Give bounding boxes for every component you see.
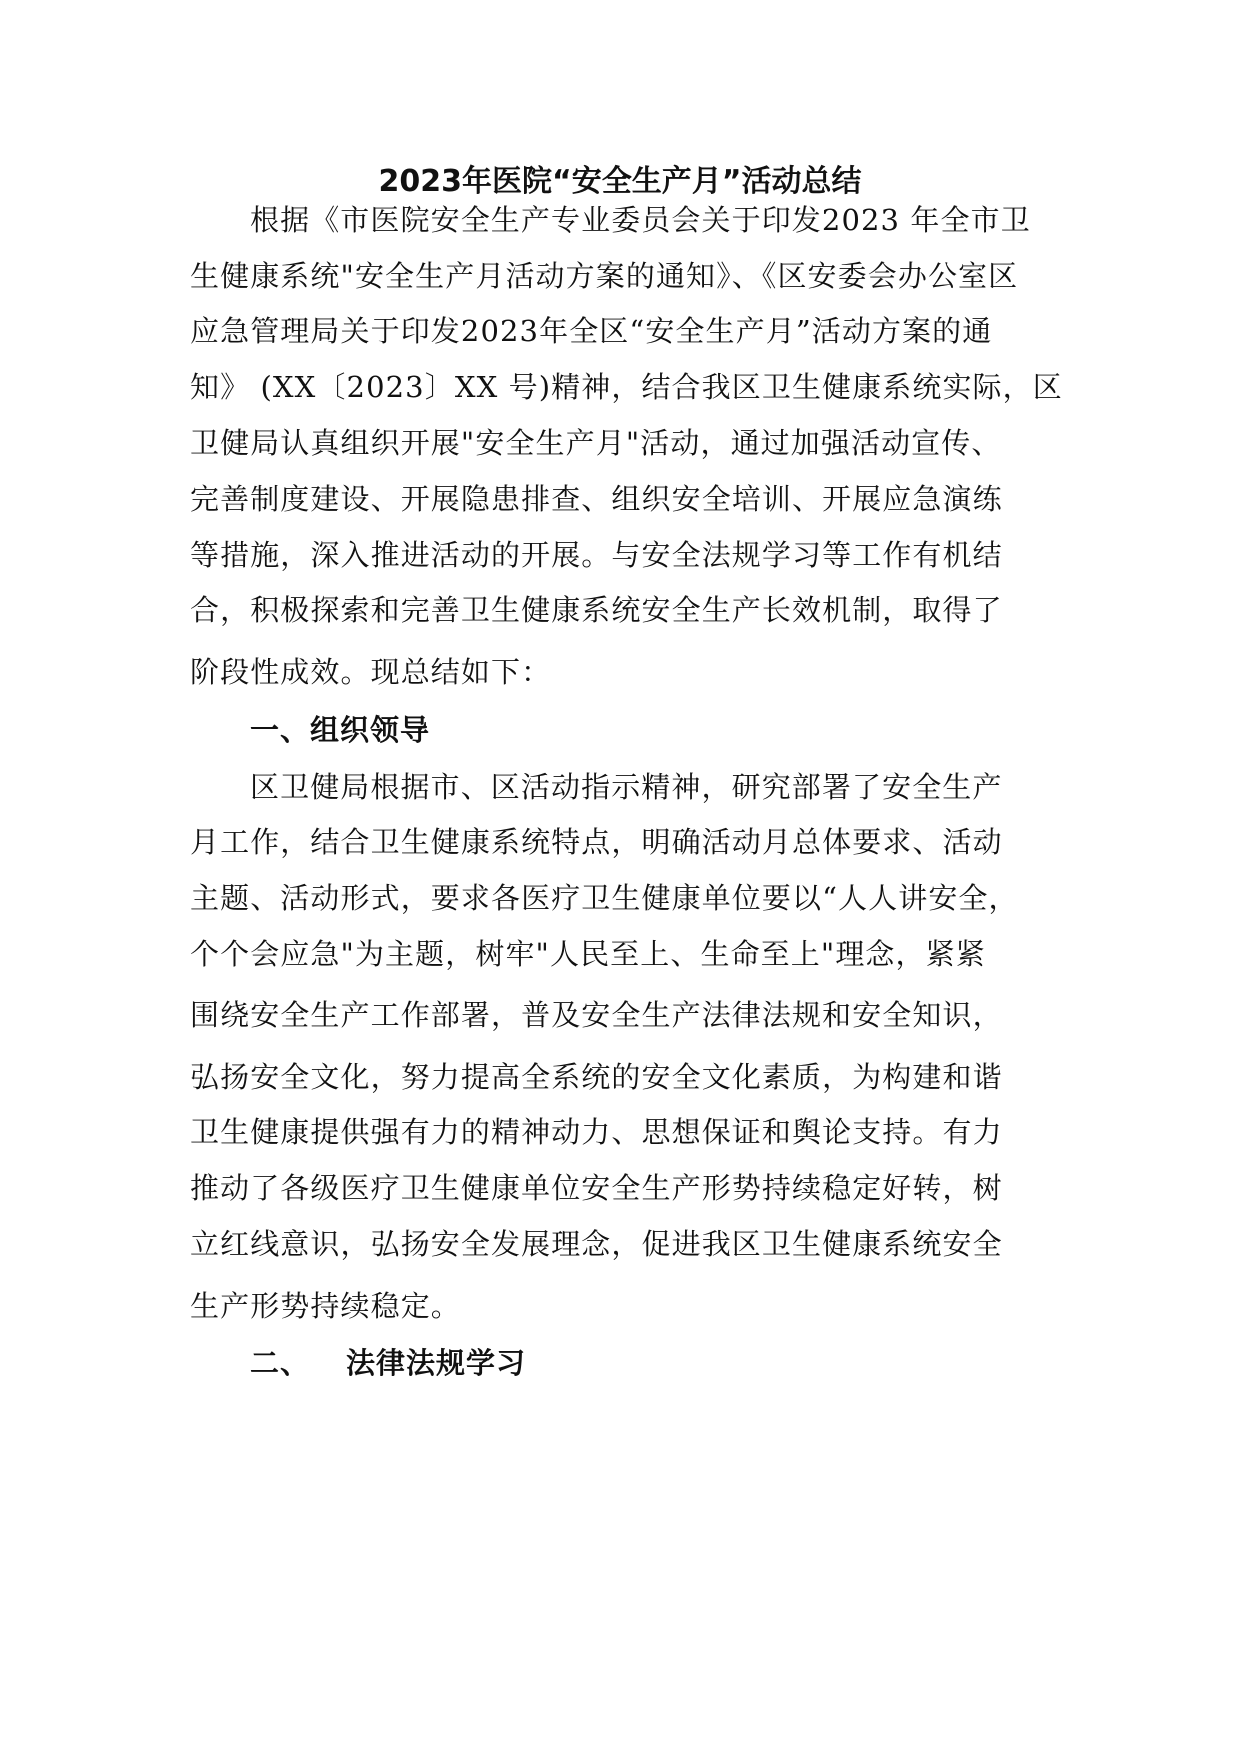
- section-1-line-1: 区卫健局根据市、区活动指示精神，研究部署了安全生产: [250, 770, 1003, 804]
- section-2-title: 法律法规学习: [346, 1346, 527, 1380]
- section-2-heading: [250, 1343, 526, 1383]
- section-1-line-6: 弘扬安全文化，努力提高全系统的安全文化素质，为构建和谐: [190, 1060, 1003, 1094]
- intro-line-3: 应急管理局关于印发2023年全区“安全生产月”活动方案的通: [190, 314, 993, 348]
- section-1-line-7: 卫生健康提供强有力的精神动力、思想保证和舆论支持。有力: [190, 1115, 1003, 1149]
- intro-line-2: 生健康系统"安全生产月活动方案的通知》、《区安委会办公室区: [190, 259, 1019, 293]
- section-1-line-10: 生产形势持续稳定。: [190, 1289, 461, 1323]
- section-1-heading: 一、组织领导: [250, 713, 431, 747]
- document-title: 2023年医院“安全生产月”活动总结: [378, 164, 862, 199]
- section-1-line-4: 个个会应急"为主题，树牢"人民至上、生命至上"理念，紧紧: [190, 937, 986, 971]
- intro-line-4: 知》 (XX〔2023〕XX 号)精神，结合我区卫生健康系统实际，区: [190, 370, 1063, 404]
- section-1-line-8: 推动了各级医疗卫生健康单位安全生产形势持续稳定好转，树: [190, 1171, 1003, 1205]
- intro-line-8: 合，积极探索和完善卫生健康系统安全生产长效机制，取得了: [190, 593, 1003, 627]
- section-1-line-3: 主题、活动形式，要求各医疗卫生健康单位要以“人人讲安全，: [190, 881, 1019, 915]
- intro-line-5: 卫健局认真组织开展"安全生产月"活动，通过加强活动宣传、: [190, 426, 1002, 460]
- section-1-line-9: 立红线意识，弘扬安全发展理念，促进我区卫生健康系统安全: [190, 1227, 1003, 1261]
- intro-line-7: 等措施，深入推进活动的开展。与安全法规学习等工作有机结: [190, 538, 1003, 572]
- section-1-line-2: 月工作，结合卫生健康系统特点，明确活动月总体要求、活动: [190, 825, 1003, 859]
- intro-line-9: 阶段性成效。现总结如下：: [190, 655, 552, 689]
- section-2-number: 二、: [250, 1346, 311, 1380]
- intro-line-1: 根据《市医院安全生产专业委员会关于印发2023 年全市卫: [250, 203, 1031, 237]
- intro-line-6: 完善制度建设、开展隐患排查、组织安全培训、开展应急演练: [190, 482, 1003, 516]
- section-1-line-5: 围绕安全生产工作部署，普及安全生产法律法规和安全知识，: [190, 998, 1003, 1032]
